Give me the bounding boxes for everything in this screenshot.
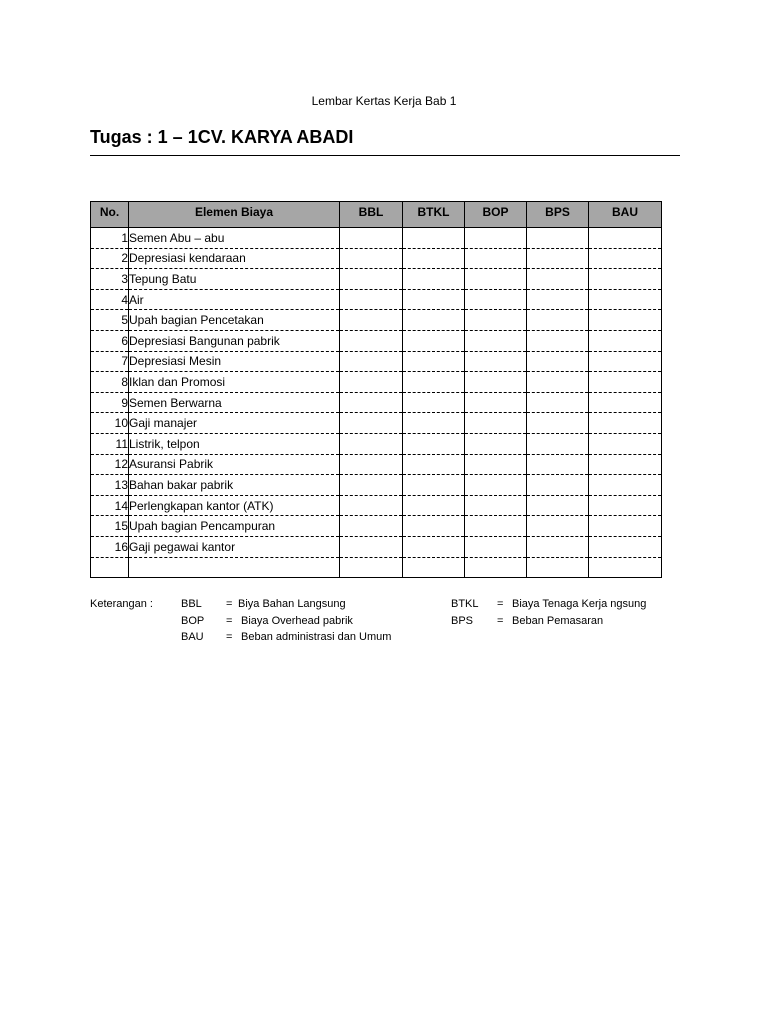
row-number: 3 <box>91 269 129 290</box>
cell-bau <box>589 413 662 434</box>
cell-bps <box>527 351 589 372</box>
cell-bop <box>465 372 527 393</box>
cell-btkl <box>403 495 465 516</box>
cell-bps <box>527 289 589 310</box>
cell-bps <box>527 516 589 537</box>
cell-bps <box>527 392 589 413</box>
cell-bau <box>589 248 662 269</box>
cell-btkl <box>403 289 465 310</box>
cell-bau <box>589 228 662 249</box>
col-header-bop: BOP <box>465 202 527 228</box>
cell-btkl <box>403 536 465 557</box>
row-number: 1 <box>91 228 129 249</box>
row-cost-element: Gaji manajer <box>129 413 340 434</box>
cell-bps <box>527 454 589 475</box>
row-number: 11 <box>91 433 129 454</box>
cell-bbl <box>340 413 403 434</box>
cell-bop <box>465 248 527 269</box>
row-cost-element: Listrik, telpon <box>129 433 340 454</box>
cell-bbl <box>340 269 403 290</box>
table-row <box>91 351 662 372</box>
legend-desc-bau: Beban administrasi dan Umum <box>241 631 392 643</box>
blank-cell <box>340 557 403 578</box>
blank-cell <box>527 557 589 578</box>
legend-desc-btkl: Biaya Tenaga Kerja ngsung <box>512 598 647 610</box>
legend-eq: = <box>226 631 233 643</box>
blank-cell <box>403 557 465 578</box>
cell-bbl <box>340 516 403 537</box>
row-cost-element: Depresiasi Bangunan pabrik <box>129 330 340 351</box>
cell-btkl <box>403 475 465 496</box>
cell-bop <box>465 310 527 331</box>
table-row <box>91 248 662 269</box>
col-header-bps: BPS <box>527 202 589 228</box>
table-row <box>91 289 662 310</box>
table-row <box>91 310 662 331</box>
legend-abbr-bau: BAU <box>181 631 204 643</box>
cell-bps <box>527 475 589 496</box>
cell-bbl <box>340 248 403 269</box>
table-row <box>91 454 662 475</box>
row-number: 8 <box>91 372 129 393</box>
row-number: 13 <box>91 475 129 496</box>
blank-cell <box>129 557 340 578</box>
cell-btkl <box>403 248 465 269</box>
cell-bbl <box>340 310 403 331</box>
row-cost-element: Tepung Batu <box>129 269 340 290</box>
row-number: 12 <box>91 454 129 475</box>
cell-bop <box>465 351 527 372</box>
row-cost-element: Iklan dan Promosi <box>129 372 340 393</box>
cell-bps <box>527 433 589 454</box>
table-row <box>91 475 662 496</box>
cell-btkl <box>403 269 465 290</box>
cell-bop <box>465 433 527 454</box>
cell-btkl <box>403 310 465 331</box>
table-row-blank <box>91 557 662 578</box>
cell-bps <box>527 228 589 249</box>
cell-bbl <box>340 372 403 393</box>
row-number: 16 <box>91 536 129 557</box>
row-number: 14 <box>91 495 129 516</box>
cell-btkl <box>403 392 465 413</box>
cell-bop <box>465 495 527 516</box>
row-cost-element: Upah bagian Pencetakan <box>129 310 340 331</box>
page-header: Lembar Kertas Kerja Bab 1 <box>311 94 457 108</box>
cell-bbl <box>340 351 403 372</box>
blank-cell <box>465 557 527 578</box>
row-cost-element: Depresiasi Mesin <box>129 351 340 372</box>
cell-bau <box>589 454 662 475</box>
cell-btkl <box>403 330 465 351</box>
row-cost-element: Asuransi Pabrik <box>129 454 340 475</box>
cell-bop <box>465 330 527 351</box>
legend-desc-bps: Beban Pemasaran <box>512 615 604 627</box>
page-title: Tugas : 1 – 1CV. KARYA ABADI <box>90 127 354 147</box>
cost-element-table <box>90 201 662 578</box>
cell-bau <box>589 516 662 537</box>
cell-bau <box>589 536 662 557</box>
cell-bps <box>527 248 589 269</box>
row-number: 6 <box>91 330 129 351</box>
cell-bau <box>589 392 662 413</box>
table-row <box>91 516 662 537</box>
cell-bau <box>589 269 662 290</box>
row-cost-element: Gaji pegawai kantor <box>129 536 340 557</box>
cell-bop <box>465 536 527 557</box>
cell-bps <box>527 330 589 351</box>
title-underline <box>90 155 680 156</box>
cell-bbl <box>340 228 403 249</box>
col-header-bau: BAU <box>589 202 662 228</box>
legend-abbr-btkl: BTKL <box>451 598 479 610</box>
row-cost-element: Air <box>129 289 340 310</box>
cell-bbl <box>340 475 403 496</box>
row-cost-element: Depresiasi kendaraan <box>129 248 340 269</box>
cell-bbl <box>340 495 403 516</box>
cell-btkl <box>403 413 465 434</box>
cell-bop <box>465 392 527 413</box>
cell-bps <box>527 372 589 393</box>
cell-bps <box>527 310 589 331</box>
cell-bau <box>589 289 662 310</box>
cell-bop <box>465 475 527 496</box>
table-row <box>91 536 662 557</box>
cell-bop <box>465 269 527 290</box>
col-header-bbl: BBL <box>340 202 403 228</box>
legend-abbr-bop: BOP <box>181 615 205 627</box>
cell-bau <box>589 372 662 393</box>
legend-eq: = <box>497 598 504 610</box>
table-row <box>91 330 662 351</box>
cell-bop <box>465 228 527 249</box>
cell-bbl <box>340 433 403 454</box>
cell-bau <box>589 330 662 351</box>
cell-bbl <box>340 536 403 557</box>
cell-bbl <box>340 330 403 351</box>
blank-cell <box>91 557 129 578</box>
table-row <box>91 433 662 454</box>
row-number: 4 <box>91 289 129 310</box>
table-row <box>91 413 662 434</box>
row-cost-element: Semen Berwarna <box>129 392 340 413</box>
row-number: 9 <box>91 392 129 413</box>
row-number: 15 <box>91 516 129 537</box>
legend-eq: = <box>497 615 504 627</box>
legend-desc-bop: Biaya Overhead pabrik <box>241 615 353 627</box>
cell-bop <box>465 413 527 434</box>
row-number: 7 <box>91 351 129 372</box>
cell-bps <box>527 413 589 434</box>
table-row <box>91 392 662 413</box>
cell-bau <box>589 433 662 454</box>
cell-bps <box>527 269 589 290</box>
cell-bps <box>527 495 589 516</box>
row-number: 2 <box>91 248 129 269</box>
row-number: 5 <box>91 310 129 331</box>
cell-bbl <box>340 392 403 413</box>
legend-abbr-bbl: BBL <box>181 598 202 610</box>
row-cost-element: Upah bagian Pencampuran <box>129 516 340 537</box>
cell-bau <box>589 310 662 331</box>
cell-btkl <box>403 351 465 372</box>
table-header-row <box>91 202 662 228</box>
table-row <box>91 228 662 249</box>
cell-bau <box>589 495 662 516</box>
cell-bbl <box>340 454 403 475</box>
cell-btkl <box>403 228 465 249</box>
cell-bop <box>465 516 527 537</box>
row-cost-element: Semen Abu – abu <box>129 228 340 249</box>
cell-bop <box>465 289 527 310</box>
row-cost-element: Perlengkapan kantor (ATK) <box>129 495 340 516</box>
legend-desc-bbl: Biya Bahan Langsung <box>238 598 346 610</box>
legend-label: Keterangan : <box>90 598 153 610</box>
col-header-no: No. <box>91 202 129 228</box>
legend-eq: = <box>226 615 233 627</box>
cell-bau <box>589 475 662 496</box>
table-row <box>91 372 662 393</box>
cell-bps <box>527 536 589 557</box>
cell-bop <box>465 454 527 475</box>
table-row <box>91 269 662 290</box>
cell-bbl <box>340 289 403 310</box>
legend-eq: = <box>226 598 233 610</box>
cell-btkl <box>403 454 465 475</box>
blank-cell <box>589 557 662 578</box>
cell-btkl <box>403 433 465 454</box>
row-cost-element: Bahan bakar pabrik <box>129 475 340 496</box>
cell-btkl <box>403 516 465 537</box>
legend-abbr-bps: BPS <box>451 615 474 627</box>
col-header-elemen-biaya: Elemen Biaya <box>129 202 340 228</box>
cell-btkl <box>403 372 465 393</box>
table-row <box>91 495 662 516</box>
cell-bau <box>589 351 662 372</box>
col-header-btkl: BTKL <box>403 202 465 228</box>
row-number: 10 <box>91 413 129 434</box>
